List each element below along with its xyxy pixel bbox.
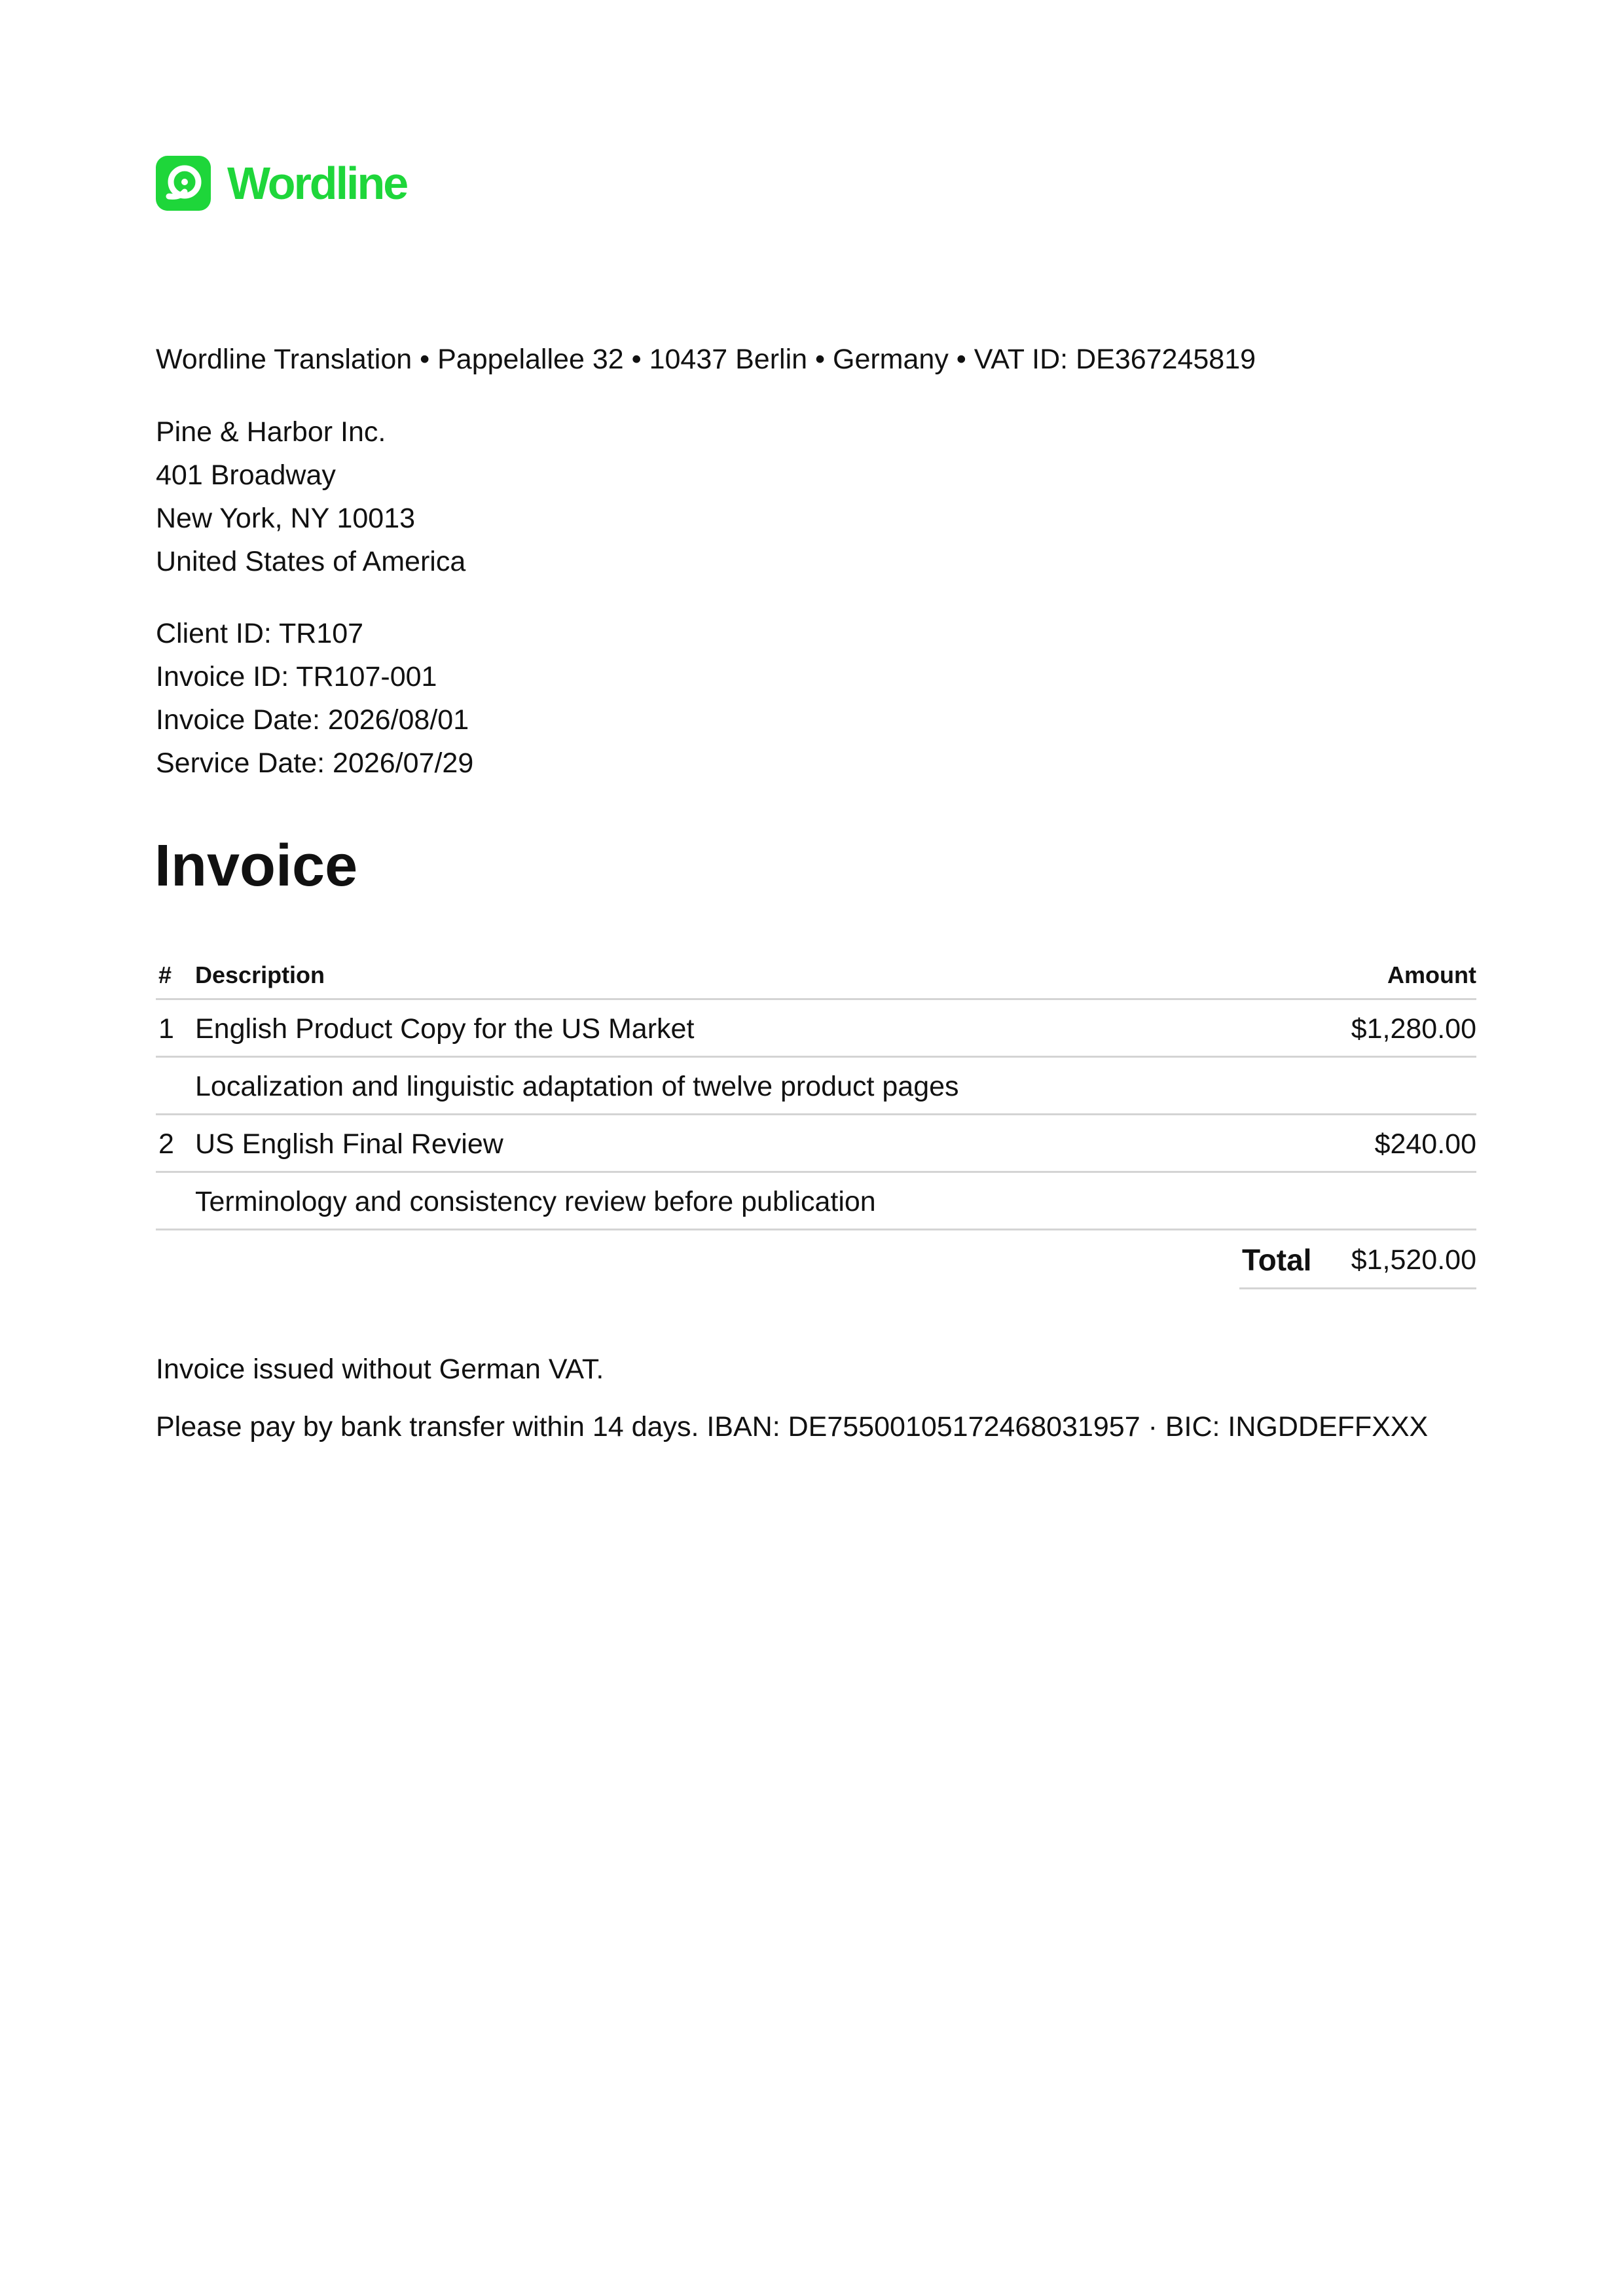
recipient-street: 401 Broadway <box>156 459 336 491</box>
row-description: US English Final Review <box>195 1128 503 1160</box>
invoice-date: Invoice Date: 2026/08/01 <box>156 704 469 736</box>
recipient-city: New York, NY 10013 <box>156 503 416 534</box>
invoice-meta <box>156 612 473 785</box>
brand-logo <box>156 156 407 211</box>
row-num: 1 <box>158 1013 174 1045</box>
recipient-country: United States of America <box>156 546 466 577</box>
vat-note: Invoice issued without German VAT. <box>156 1354 604 1385</box>
table-row <box>156 1058 1476 1115</box>
row-description: Localization and linguistic adaptation of twelve product pages <box>195 1071 959 1102</box>
row-amount: $240.00 <box>1374 1128 1476 1160</box>
page-title: Invoice <box>155 833 358 899</box>
table-header <box>156 948 1476 1000</box>
header-num: # <box>158 961 172 988</box>
recipient-address <box>156 410 465 583</box>
total-amount: $1,520.00 <box>1351 1244 1476 1276</box>
table-row <box>156 1115 1476 1173</box>
row-num: 2 <box>158 1128 174 1160</box>
total-label: Total <box>1242 1243 1312 1277</box>
line-items-table <box>156 948 1476 1230</box>
recipient-name: Pine & Harbor Inc. <box>156 416 386 448</box>
sender-line: Wordline Translation • Pappelallee 32 • 10437 Berlin • Germany • VAT ID: DE367245819 <box>156 344 1256 375</box>
invoice-id: Invoice ID: TR107-001 <box>156 661 437 692</box>
table-row <box>156 1173 1476 1230</box>
brand-name: Wordline <box>227 158 407 209</box>
sender-address <box>156 338 1256 381</box>
service-date: Service Date: 2026/07/29 <box>156 747 474 779</box>
client-id: Client ID: TR107 <box>156 618 364 649</box>
payment-note: Please pay by bank transfer within 14 days. IBAN: DE75500105172468031957 · BIC: INGDDEFFXXX <box>156 1411 1429 1443</box>
header-description: Description <box>195 961 325 988</box>
row-amount: $1,280.00 <box>1351 1013 1476 1045</box>
table-row <box>156 1000 1476 1058</box>
row-description: English Product Copy for the US Market <box>195 1013 695 1045</box>
wordline-logo-icon <box>156 156 211 211</box>
header-amount: Amount <box>1387 961 1476 988</box>
row-description: Terminology and consistency review before publication <box>195 1186 876 1217</box>
total-row <box>1239 1230 1476 1289</box>
